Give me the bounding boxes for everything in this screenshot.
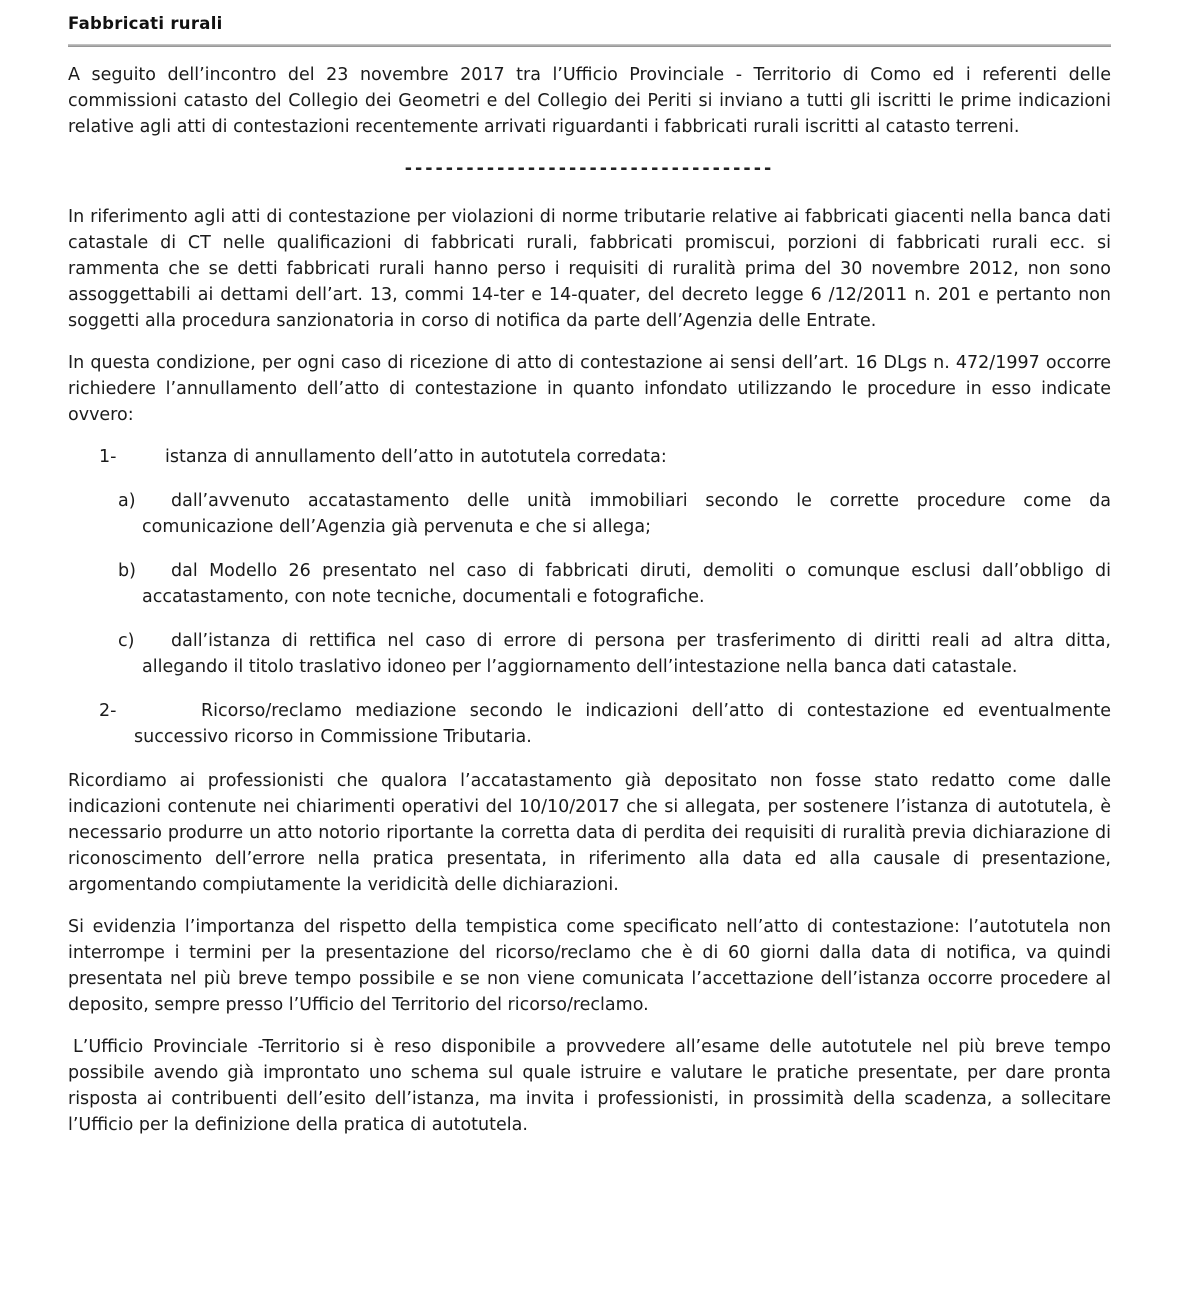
paragraph-ricordiamo: Ricordiamo ai professionisti che qualora l’accatastamento già depositato non fosse stato redatto come dalle indicazioni contenute nei chiarimenti operativi del 10/10/2017 che si allegata, per sostenere l’istanza di autotutela, è necessario produrre un atto notorio riportante la corretta data di perdita dei requisiti di ruralità previa dichiarazione di riconoscimento dell’errore nella pratica presentata, in riferimento alla data ed alla causale di presentazione, argomentando compiutamente la veridicità delle dichiarazioni. [68,771,1111,895]
list-item-c-text: dall’istanza di rettifica nel caso di errore di persona per trasferimento di diritti reali ad altra ditta, allegando il titolo traslativo idoneo per l’aggiornamento dell’intestazione nella banca dati catastale. [142,631,1111,677]
list-item-c [68,628,1111,680]
list-marker-a: a) [118,491,136,511]
list-item-b [68,558,1111,610]
paragraph-tempistica: Si evidenzia l’importanza del rispetto della tempistica come specificato nell’atto di contestazione: l’autotutela non interrompe i termini per la presentazione del ricorso/reclamo che è di 60 giorni dalla data di notifica, va quindi presentata nel più breve tempo possibile e se non viene comunicata l’accettazione dell’istanza occorre procedere al deposito, sempre presso l’Ufficio del Territorio del ricorso/reclamo. [68,917,1111,1015]
paragraph-intro: A seguito dell’incontro del 23 novembre 2017 tra l’Ufficio Provinciale - Territorio di Como ed i referenti delle commissioni catasto del Collegio dei Geometri e del Collegio dei Periti si inviano a tutti gli iscritti le prime indicazioni relative agli atti di contestazioni recentemente arrivati riguardanti i fabbricati rurali iscritti al catasto terreni. [68,65,1111,137]
list-item-2-text: Ricorso/reclamo mediazione secondo le indicazioni dell’atto di contestazione ed eventualmente successivo ricorso in Commissione Tributaria. [134,701,1111,747]
list-marker-c: c) [118,631,135,651]
page-title: Fabbricati rurali [68,14,223,33]
list-item-a-text: dall’avvenuto accatastamento delle unità immobiliari secondo le corrette procedure come da comunicazione dell’Agenzia già pervenuta e che si allega; [142,491,1111,537]
dashed-separator: ------------------------------------ [404,159,775,179]
list-item-1-text: istanza di annullamento dell’atto in autotutela corredata: [165,447,667,467]
list-marker-b: b) [118,561,136,581]
paragraph-ufficio: L’Ufficio Provinciale -Territorio si è reso disponibile a provvedere all’esame delle autotutele nel più breve tempo possibile avendo già improntato uno schema sul quale istruire e valutare le pratiche presentate, per dare pronta risposta ai contribuenti dell’esito dell’istanza, ma invita i professionisti, in prossimità della scadenza, a sollecitare l’Ufficio per la definizione della pratica di autotutela. [68,1037,1111,1135]
title-divider [68,44,1111,47]
list-item-1 [68,444,1111,470]
paragraph-riferimento: In riferimento agli atti di contestazione per violazioni di norme tributarie relative ai fabbricati giacenti nella banca dati catastale di CT nelle qualificazioni di fabbricati rurali, fabbricati promiscui, porzioni di fabbricati rurali ecc. si rammenta che se detti fabbricati rurali hanno perso i requisiti di ruralità prima del 30 novembre 2012, non sono assoggettabili ai dettami dell’art. 13, commi 14-ter e 14-quater, del decreto legge 6 /12/2011 n. 201 e pertanto non soggetti alla procedura sanzionatoria in corso di notifica da parte dell’Agenzia delle Entrate. [68,207,1111,331]
list-marker-1: 1- [99,447,117,467]
list-item-2 [68,698,1111,750]
list-item-a [68,488,1111,540]
list-item-b-text: dal Modello 26 presentato nel caso di fabbricati diruti, demoliti o comunque esclusi dall’obbligo di accatastamento, con note tecniche, documentali e fotografiche. [142,561,1111,607]
paragraph-condizione: In questa condizione, per ogni caso di ricezione di atto di contestazione ai sensi dell’art. 16 DLgs n. 472/1997 occorre richiedere l’annullamento dell’atto di contestazione in quanto infondato utilizzando le procedure in esso indicate ovvero: [68,353,1111,425]
list-marker-2: 2- [99,701,117,721]
